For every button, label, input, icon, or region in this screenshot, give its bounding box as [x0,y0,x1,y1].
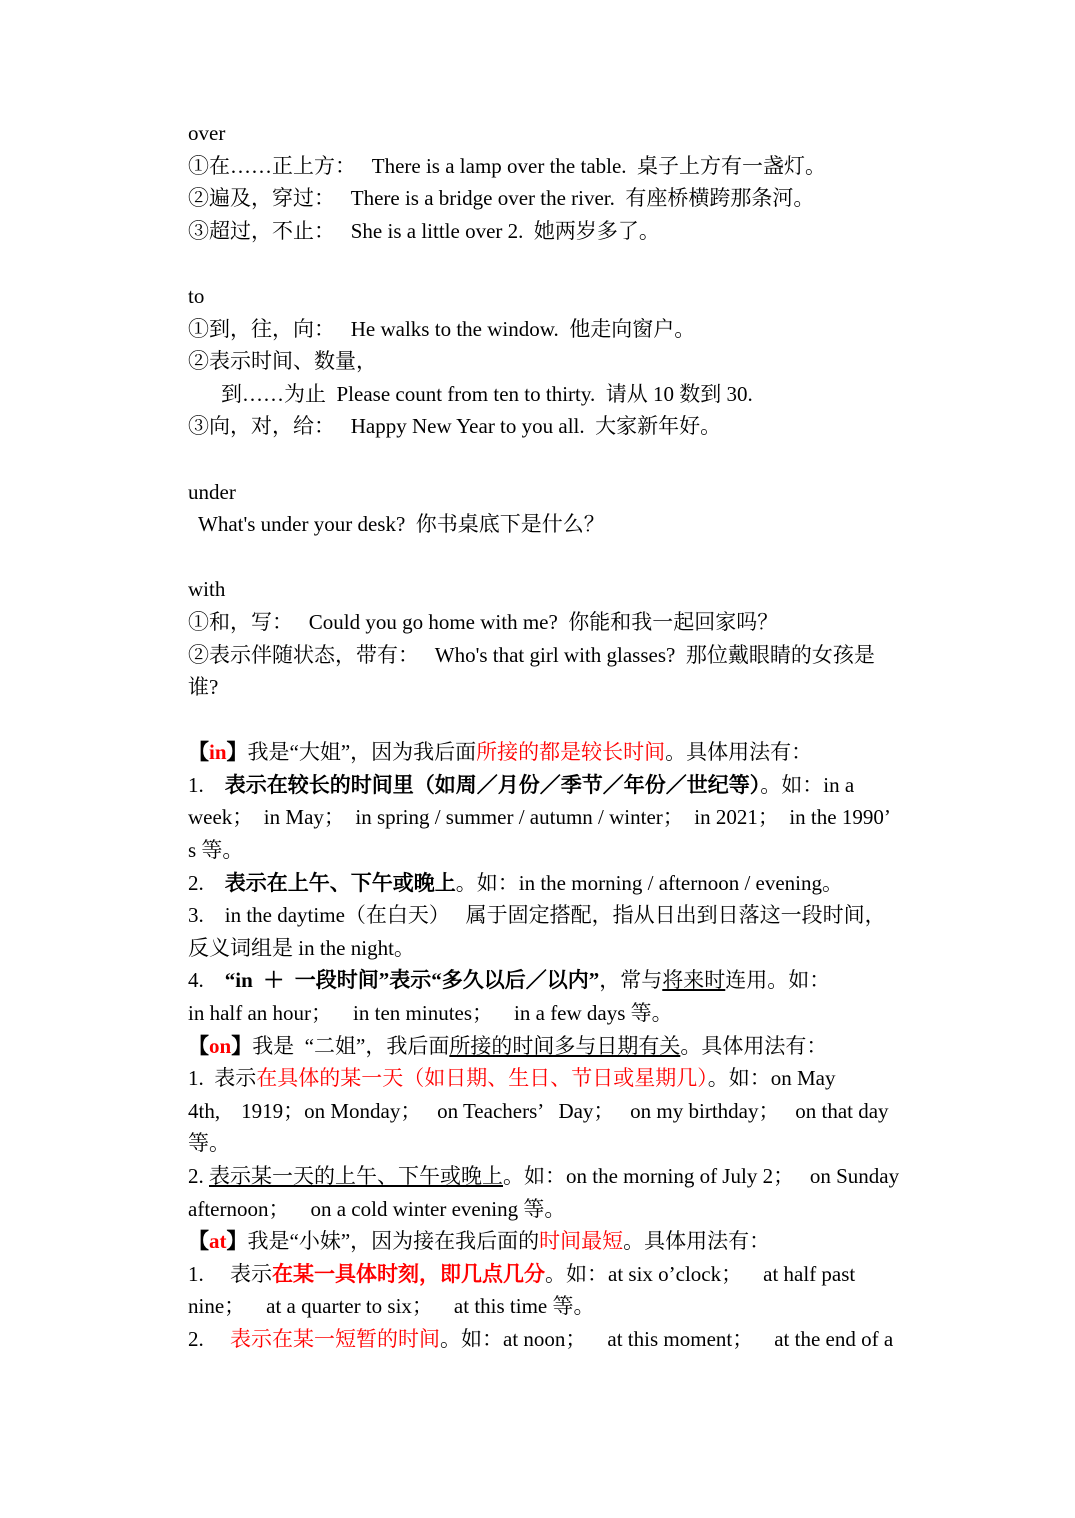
point-number: 1. 表示 [188,1261,272,1286]
in-point-3-cont: 反义词组是 in the night。 [188,935,415,960]
spacer [188,541,918,574]
on-point-2 [188,1160,918,1193]
point-number: 2. [188,1326,230,1351]
on-intro-underlined: 所接的时间多与日期有关 [449,1033,681,1058]
in-intro-highlight: 所接的都是较长时间 [476,740,666,765]
at-point-2-highlight: 表示在某一短暂的时间 [230,1326,440,1351]
spacer [188,704,918,737]
point-number: 4. [188,968,225,993]
over-usage-3: ③超过，不止： She is a little over 2. 她两岁多了。 [188,218,660,243]
on-point-1-examples: 4th, 1919；on Monday； on Teachers’ Day； on my birthday； on that day [188,1098,889,1123]
tag-in: in [209,740,227,765]
over-usage-1: ①在……正上方： There is a lamp over the table. 桌子上方有一盏灯。 [188,153,827,178]
to-usage-2: ②表示时间、数量， [188,349,377,374]
bracket-close: 】 [231,1033,253,1058]
on-intro: 我是 “二姐”，我后面 [252,1033,450,1058]
on-point-2-cont: afternoon； on a cold winter evening 等。 [188,1196,566,1221]
in-point-2-bold: 表示在上午、下午或晚上 [224,870,456,895]
at-point-1-examples: nine； at a quarter to six； at this time 等。 [188,1294,595,1319]
point-number: 1. [188,772,225,797]
bracket-close: 】 [226,740,248,765]
in-point-4-text: ，常与 [599,968,663,993]
with-usage-2: ②表示伴随状态，带有： Who's that girl with glasses? 那位戴眼睛的女孩是 [188,642,875,667]
heading-with: with [188,577,226,602]
in-intro: 我是“大姐”，因为我后面 [247,740,477,765]
spacer [188,443,918,476]
spacer [188,247,918,280]
at-intro-end: 。具体用法有： [623,1229,771,1254]
over-usage-2: ②遍及，穿过： There is a bridge over the river. 有座桥横跨那条河。 [188,186,815,211]
heading-to: to [188,283,205,308]
to-usage-1: ①到，往，向： He walks to the window. 他走向窗户。 [188,316,696,341]
on-point-1-end: 等。 [188,1131,230,1156]
on-intro-end: 。具体用法有： [680,1033,828,1058]
to-usage-2-example: 到……为止 Please count from ten to thirty. 请从 10 数到 30. [221,381,753,406]
in-point-1 [188,769,918,802]
bracket-close: 】 [226,1229,248,1254]
to-usage-3: ③向，对，给： Happy New Year to you all. 大家新年好。 [188,414,722,439]
with-usage-1: ①和，写： Could you go home with me? 你能和我一起回家吗？ [188,609,779,634]
point-number: 1. 表示 [188,1066,257,1091]
in-point-1-bold: 表示在较长的时间里（如周／月份／季节／年份／世纪等） [224,772,761,797]
in-point-2-rest: 。如：in the morning / afternoon / evening。 [455,870,844,895]
in-point-1-end: s 等。 [188,838,244,863]
at-point-2 [188,1323,918,1356]
in-point-1-rest: 。如：in a [760,772,855,797]
in-point-4-end: 连用。如： [725,968,831,993]
heading-under: under [188,479,236,504]
tag-on: on [209,1033,232,1058]
bracket-open: 【 [188,740,209,765]
in-point-3: 3. in the daytime（在白天） 属于固定搭配，指从日出到日落这一段时间， [188,903,886,928]
in-point-4 [188,964,918,997]
point-number: 2. [188,870,225,895]
document-page [188,117,918,1356]
at-intro-highlight: 时间最短 [539,1229,624,1254]
in-section-heading [188,736,918,769]
at-point-1 [188,1258,918,1291]
on-point-1-rest: 。如：on May [707,1066,836,1091]
under-usage-1: What's under your desk? 你书桌底下是什么？ [198,512,605,537]
at-point-2-rest: 。如：at noon； at this moment； at the end of a [440,1326,894,1351]
on-point-2-underlined: 表示某一天的上午、下午或晚上 [209,1164,503,1188]
point-number: 2. [188,1164,209,1188]
bracket-open: 【 [188,1033,209,1058]
with-usage-2-cont: 谁? [188,675,219,700]
bracket-open: 【 [188,1229,209,1254]
at-section-heading [188,1225,918,1258]
in-point-4-bold: “in ＋ 一段时间”表示“多久以后／以内” [224,968,600,993]
at-point-1-rest: 。如：at six o’clock； at half past [545,1261,856,1286]
on-point-2-rest: 。如：on the morning of July 2； on Sunday [503,1164,900,1188]
on-point-1-highlight: 在具体的某一天（如日期、生日、节日或星期几） [256,1066,708,1091]
on-section-heading [188,1030,918,1063]
on-point-1 [188,1062,918,1095]
at-point-1-highlight: 在某一具体时刻，即几点几分 [272,1261,545,1286]
in-point-2 [188,867,918,900]
in-intro-end: 。具体用法有： [665,740,813,765]
at-intro: 我是“小妹”，因为接在我后面的 [247,1229,540,1254]
heading-over: over [188,121,226,145]
in-point-1-examples: week； in May； in spring / summer / autumn / winter； in 2021； in the 1990’ [188,805,891,830]
tag-at: at [209,1229,227,1254]
in-point-4-underlined: 将来时 [662,968,726,993]
in-point-4-examples: in half an hour； in ten minutes； in a few days 等。 [188,1001,673,1026]
